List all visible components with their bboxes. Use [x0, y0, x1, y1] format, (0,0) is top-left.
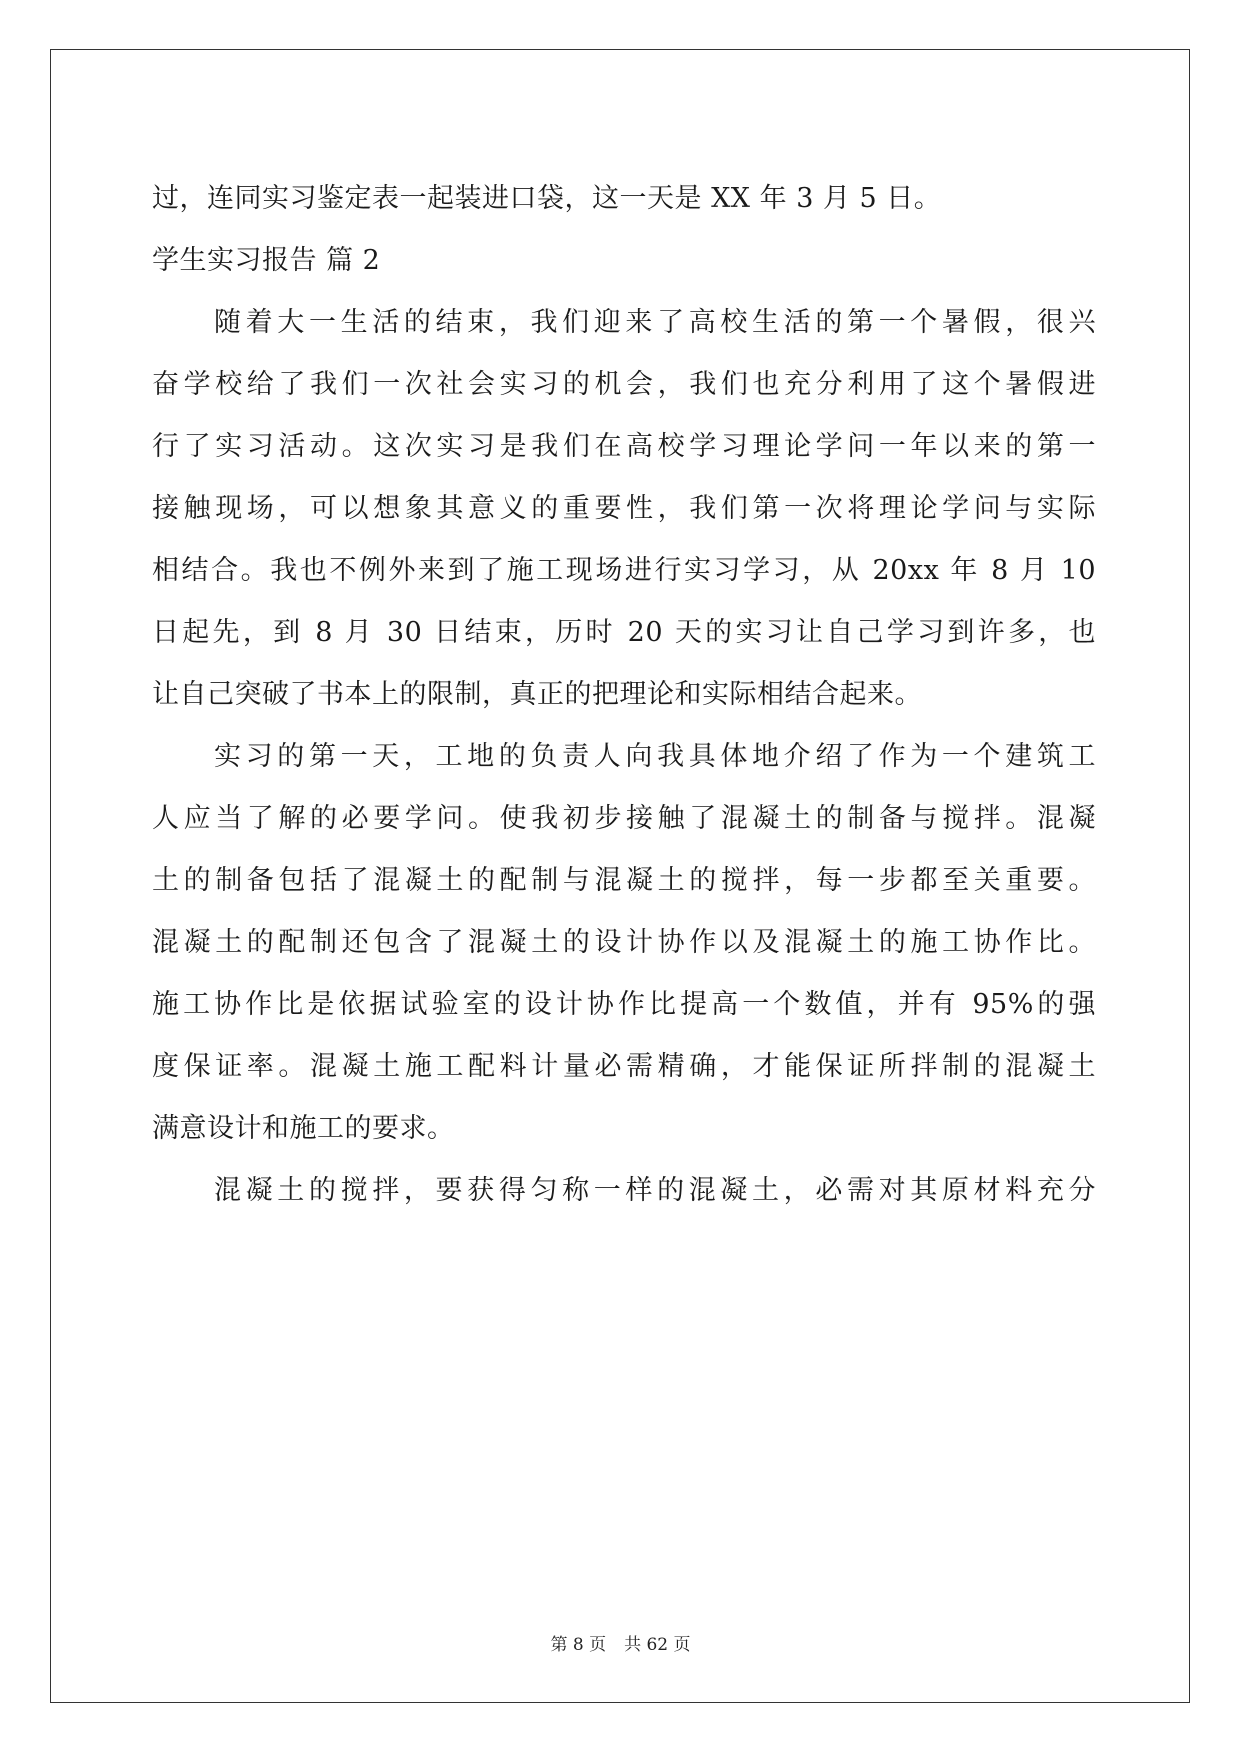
section-heading: 学生实习报告 篇 2 — [152, 245, 381, 276]
paragraph-line: 日起先，到 8 月 30 日结束，历时 20 天的实习让自己学习到许多，也 — [152, 617, 1096, 648]
paragraph-line: 人应当了解的必要学问。使我初步接触了混凝土的制备与搅拌。混凝 — [152, 803, 1096, 834]
paragraph-line: 土的制备包括了混凝土的配制与混凝土的搅拌，每一步都至关重要。 — [152, 865, 1096, 896]
paragraph-line: 随着大一生活的结束，我们迎来了高校生活的第一个暑假，很兴 — [214, 307, 1096, 338]
paragraph-line: 让自己突破了书本上的限制，真正的把理论和实际相结合起来。 — [152, 679, 922, 710]
paragraph-line: 奋学校给了我们一次社会实习的机会，我们也充分利用了这个暑假进 — [152, 369, 1096, 400]
page-footer — [0, 1630, 1241, 1655]
paragraph-line: 相结合。我也不例外来到了施工现场进行实习学习，从 20xx 年 8 月 10 — [152, 555, 1096, 586]
page-number: 第 8 页 — [550, 1635, 607, 1655]
paragraph-line: 混凝土的搅拌，要获得匀称一样的混凝土，必需对其原材料充分 — [214, 1175, 1096, 1206]
paragraph-line: 行了实习活动。这次实习是我们在高校学习理论学问一年以来的第一 — [152, 431, 1096, 462]
paragraph-line: 混凝土的配制还包含了混凝土的设计协作以及混凝土的施工协作比。 — [152, 927, 1096, 958]
paragraph-line: 实习的第一天，工地的负责人向我具体地介绍了作为一个建筑工 — [214, 741, 1096, 772]
paragraph-line: 满意设计和施工的要求。 — [152, 1113, 455, 1144]
paragraph-line: 施工协作比是依据试验室的设计协作比提高一个数值，并有 95%的强 — [152, 989, 1096, 1020]
paragraph-line: 过，连同实习鉴定表一起装进口袋，这一天是 XX 年 3 月 5 日。 — [152, 183, 942, 214]
paragraph-line: 度保证率。混凝土施工配料计量必需精确，才能保证所拌制的混凝土 — [152, 1051, 1096, 1082]
document-body — [152, 168, 1096, 1222]
paragraph-line: 接触现场，可以想象其意义的重要性，我们第一次将理论学问与实际 — [152, 493, 1096, 524]
page-total: 共 62 页 — [624, 1635, 691, 1655]
